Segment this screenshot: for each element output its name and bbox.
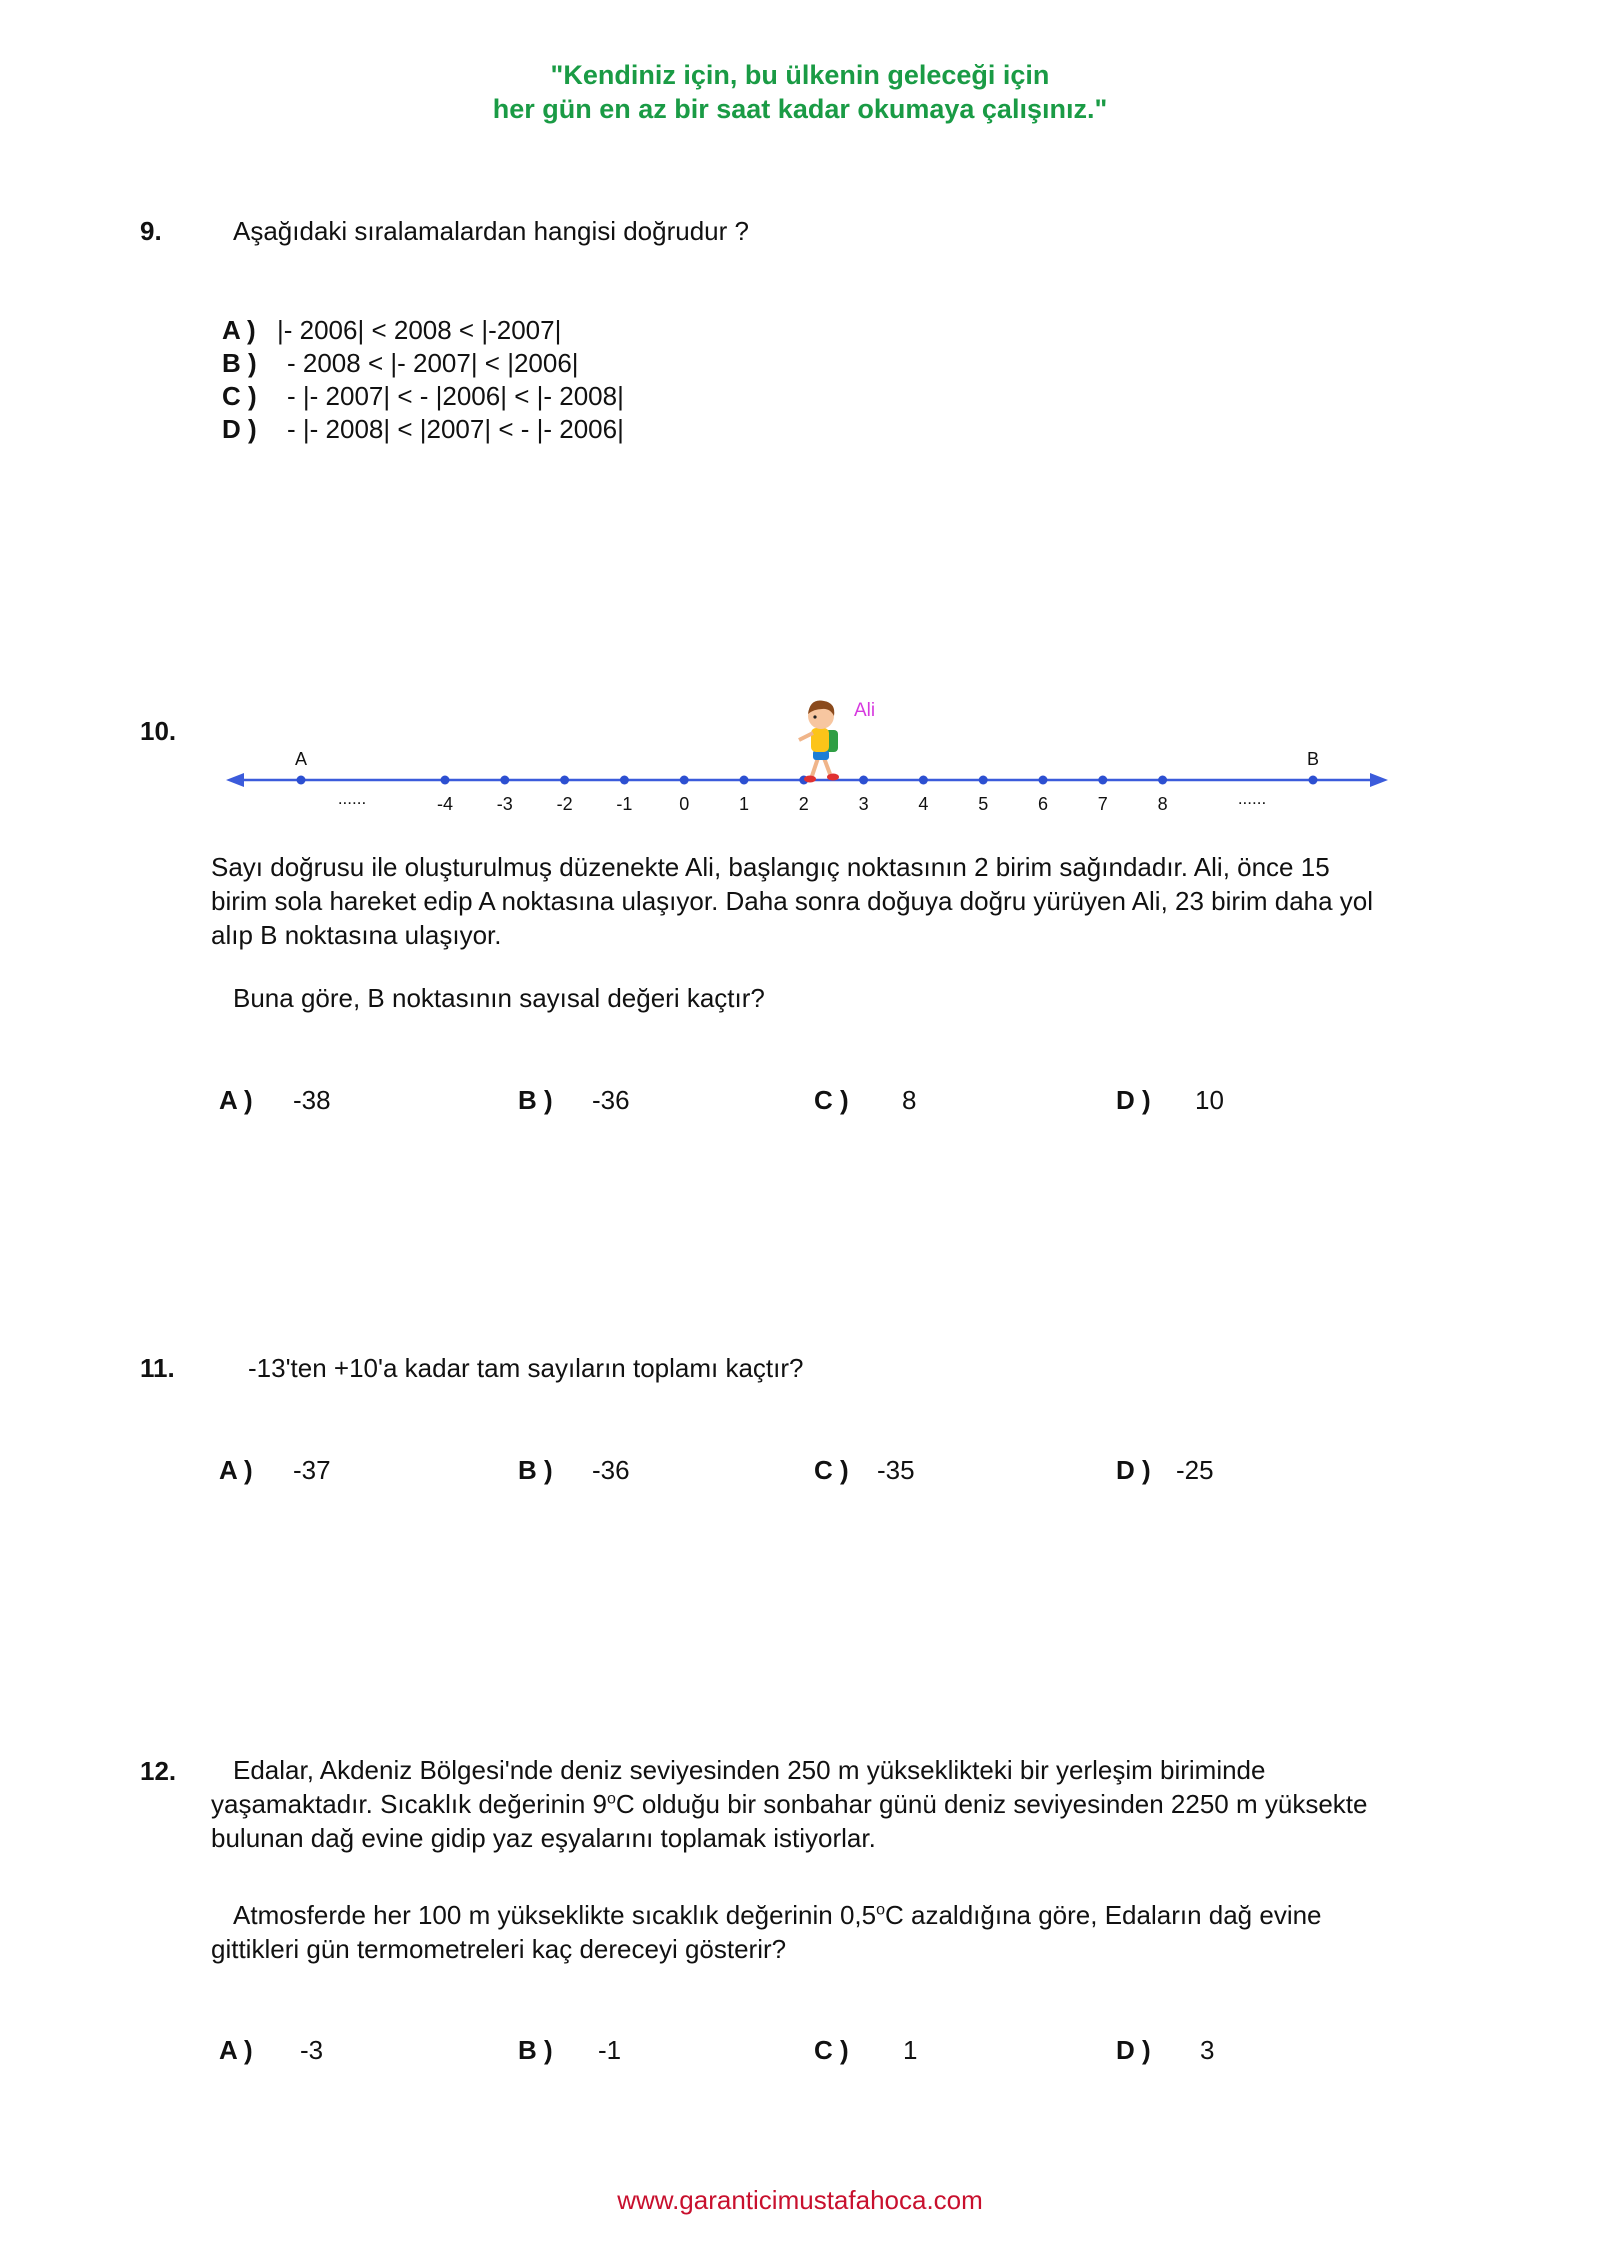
question-9-text: Aşağıdaki sıralamalardan hangisi doğrudur ? — [233, 216, 749, 246]
q11-option-a-text: -37 — [293, 1455, 331, 1485]
q10-option-a-letter: A ) — [219, 1085, 253, 1115]
q12-option-c-text: 1 — [903, 2035, 918, 2065]
q10-option-a-text: -38 — [293, 1085, 331, 1115]
q9-option-a-letter: A ) — [222, 315, 256, 345]
q9-option-b-letter: B ) — [222, 348, 257, 378]
tick-dot-3 — [859, 776, 868, 785]
ali-label: Ali — [854, 700, 876, 721]
q10-option-c-text: 8 — [902, 1085, 917, 1115]
q12-p2-part-b: C azaldığına göre, Edaların dağ evine gittikleri gün termometreleri kaç dereceyi gösterir? — [211, 1900, 1322, 1964]
q12-option-a-letter: A ) — [219, 2035, 253, 2065]
tick-label--2: -2 — [556, 794, 573, 814]
point-b-dot — [1309, 776, 1318, 785]
motto-line-2: her gün en az bir saat kadar okumaya çalışınız." — [492, 94, 1108, 124]
q11-option-d-letter: D ) — [1116, 1455, 1151, 1485]
tick-label-0: 0 — [679, 794, 690, 814]
q9-option-c-letter: C ) — [222, 381, 257, 411]
question-12-number: 12. — [140, 1756, 177, 1786]
right-ellipsis: ...... — [1237, 789, 1267, 808]
tick-label-7: 7 — [1097, 794, 1108, 814]
q11-option-c-letter: C ) — [814, 1455, 849, 1485]
q9-option-c-text: - |- 2007| < - |2006| < |- 2008| — [287, 381, 624, 411]
tick-dot-5 — [979, 776, 988, 785]
tick-label--4: -4 — [436, 794, 454, 814]
tick-label-4: 4 — [918, 794, 929, 814]
q9-option-b-text: - 2008 < |- 2007| < |2006| — [287, 348, 579, 378]
tick-dot-1 — [740, 776, 749, 785]
q12-option-d-text: 3 — [1200, 2035, 1215, 2065]
question-11-number: 11. — [140, 1353, 175, 1383]
q11-option-a-letter: A ) — [219, 1455, 253, 1485]
q10-option-d-text: 10 — [1195, 1085, 1224, 1115]
q12-option-b-text: -1 — [598, 2035, 622, 2065]
tick-label-6: 6 — [1037, 794, 1049, 814]
question-10-paragraph: Sayı doğrusu ile oluşturulmuş düzenekte Ali, başlangıç noktasının 2 birim sağındadır. Ali, önce 15 birim sola hareket edip A noktasına ulaşıyor. Daha sonra doğuya doğru yürüyen Ali, 23 birim daha yol alıp B noktasına ulaşıyor. — [211, 852, 1374, 950]
number-line-figure — [0, 680, 1600, 820]
q10-option-d-letter: D ) — [1116, 1085, 1151, 1115]
tick-dot--2 — [560, 776, 569, 785]
point-b-label: B — [1306, 749, 1320, 769]
tick-dot-6 — [1039, 776, 1048, 785]
tick-label-5: 5 — [978, 794, 989, 814]
tick-label--1: -1 — [616, 794, 633, 814]
q9-option-d-letter: D ) — [222, 414, 257, 444]
tick-label-3: 3 — [858, 794, 869, 814]
tick-label--3: -3 — [496, 794, 513, 814]
question-12-paragraph-2 — [211, 1898, 1391, 1966]
question-10-number: 10. — [140, 716, 177, 746]
question-11-text: -13'ten +10'a kadar tam sayıların toplamı kaçtır? — [248, 1353, 804, 1383]
walking-boy-icon — [799, 701, 839, 783]
q10-option-b-text: -36 — [592, 1085, 630, 1115]
tick-dot--4 — [441, 776, 450, 785]
tick-label-2: 2 — [798, 794, 809, 814]
q11-option-b-letter: B ) — [518, 1455, 553, 1485]
q11-option-b-text: -36 — [592, 1455, 630, 1485]
q12-p2-part-a: Atmosferde her 100 m yükseklikte sıcaklık değerinin 0,5 — [233, 1900, 877, 1930]
q10-option-b-letter: B ) — [518, 1085, 553, 1115]
tick-dot-0 — [680, 776, 689, 785]
q11-option-d-text: -25 — [1176, 1455, 1214, 1485]
left-ellipsis: ...... — [337, 789, 367, 808]
q11-option-c-text: -35 — [877, 1455, 915, 1485]
question-10-text: Buna göre, B noktasının sayısal değeri kaçtır? — [233, 983, 765, 1013]
degree-symbol: o — [876, 1901, 885, 1919]
question-12-paragraph-1 — [211, 1753, 1391, 1855]
q12-option-d-letter: D ) — [1116, 2035, 1151, 2065]
point-a-dot — [297, 776, 306, 785]
tick-label-1: 1 — [738, 794, 750, 814]
q12-option-a-text: -3 — [300, 2035, 324, 2065]
question-9-number: 9. — [140, 216, 162, 246]
q9-option-d-text: - |- 2008| < |2007| < - |- 2006| — [287, 414, 624, 444]
q12-p1-part-a: Edalar, Akdeniz Bölgesi'nde deniz seviyesinden 250 m yükseklikteki bir yerleşim biriminde yaşamaktadır. Sıcaklık değerinin 9 — [211, 1755, 1266, 1819]
tick-dot-8 — [1158, 776, 1167, 785]
q12-option-c-letter: C ) — [814, 2035, 849, 2065]
tick-dot--3 — [500, 776, 509, 785]
tick-marks — [437, 776, 1168, 815]
degree-symbol: o — [606, 1790, 616, 1808]
q10-option-c-letter: C ) — [814, 1085, 849, 1115]
motto-line-1: "Kendiniz için, bu ülkenin geleceği için — [550, 60, 1050, 90]
right-arrow-icon — [1370, 773, 1388, 787]
tick-dot-4 — [919, 776, 928, 785]
tick-dot--1 — [620, 776, 629, 785]
q12-option-b-letter: B ) — [518, 2035, 553, 2065]
q9-option-a-text: |- 2006| < 2008 < |-2007| — [277, 315, 562, 345]
q12-p1-part-b: C olduğu bir sonbahar günü deniz seviyesinden 2250 m yüksekte bulunan dağ evine gidip yaz eşyalarını toplamak istiyorlar. — [211, 1789, 1368, 1853]
footer-website-link[interactable]: www.garanticimustafahoca.com — [617, 2185, 983, 2215]
point-a-label: A — [294, 749, 308, 769]
tick-dot-7 — [1098, 776, 1107, 785]
tick-label-8: 8 — [1157, 794, 1168, 814]
left-arrow-icon — [226, 773, 244, 787]
